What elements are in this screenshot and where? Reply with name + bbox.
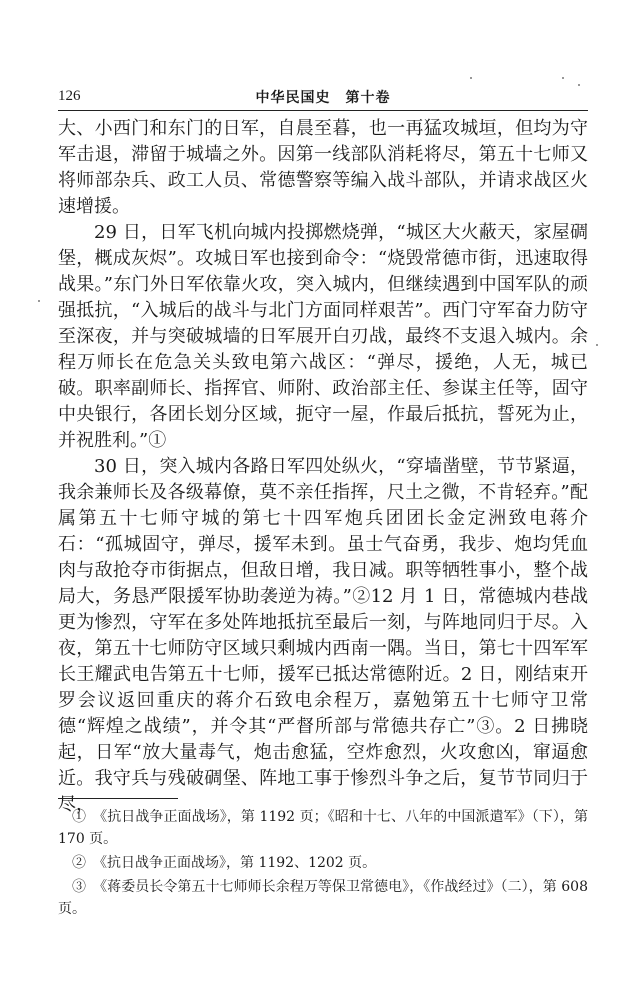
page-header <box>58 86 588 110</box>
running-head-title: 中华民国史 第十卷 <box>255 90 391 106</box>
scan-speck <box>596 344 598 346</box>
paragraph: 30 日，突入城内各路日军四处纵火，“穿墙凿壁，节节紧逼，我余兼师长及各级幕僚，莫不亲任指挥，尺土之微，不肯轻弃。”配属第五十七师守城的第七十四军炮兵团团长金定洲致电蒋介石：“孤城固守，弹尽，援军未到。虽士气奋勇，我步、炮均凭血肉与敌抢夺市街据点，但敌日增，我日减。职等牺牲事小，整个战局大，务恳严限援军协助袭逆为祷。”②12 月 1 日，常德城内巷战更为惨烈，守军在多处阵地抵抗至最后一刻，与阵地同归于尽。入夜，第五十七师防守区域只剩城内西南一隅。当日，第七十四军军长王耀武电告第五十七师，援军已抵达常德附近。2 日，刚结束开罗会议返回重庆的蒋介石致电余程万，嘉勉第五十七师守卫常德“辉煌之战绩”，并令其“严督所部与常德共存亡”③。2 日拂晓起，日军“放大量毒气，炮击愈猛，空炸愈烈，火攻愈凶，窜逼愈近。我守兵与残破碉堡、阵地工事于惨烈斗争之后，复节节同归于尽， <box>58 456 588 815</box>
paragraph: 29 日，日军飞机向城内投掷燃烧弹，“城区大火蔽天，家屋碉堡，概成灰烬”。攻城日军也接到命令：“烧毁常德市街，迅速取得战果。”东门外日军依靠火攻，突入城内，但继续遇到中国军队的顽强抵抗，“入城后的战斗与北门方面同样艰苦”。西门守军奋力防守至深夜，并与突破城墙的日军展开白刃战，最终不支退入城内。余程万师长在危急关头致电第六战区：“弹尽，援绝，人无，城已破。职率副师长、指挥官、师附、政治部主任、参谋主任等，固守中央银行，各团长划分区域，扼守一屋，作最后抵抗，誓死为止，并祝胜利。”① <box>58 222 588 451</box>
footnote: ① 《抗日战争正面战场》，第 1192 页；《昭和十七、八年的中国派遣军》（下），第 170 页。 <box>58 809 588 847</box>
scan-speck <box>470 77 472 79</box>
scan-speck <box>562 77 564 79</box>
scan-speck <box>578 84 580 86</box>
footnote: ③ 《蒋委员长令第五十七师师长余程万等保卫常德电》，《作战经过》（二），第 608 页。 <box>58 879 588 917</box>
footnote: ② 《抗日战争正面战场》，第 1192、1202 页。 <box>72 855 377 871</box>
page-number: 126 <box>58 88 81 104</box>
header-rule <box>58 110 588 111</box>
footnote-rule <box>58 798 178 799</box>
paragraph: 大、小西门和东门的日军，自晨至暮，也一再猛攻城垣，但均为守军击退，滞留于城墙之外。因第一线部队消耗将尽，第五十七师又将师部杂兵、政工人员、常德警察等编入战斗部队，并请求战区火速增援。 <box>58 118 588 217</box>
footnotes <box>58 806 588 922</box>
scan-speck <box>38 300 40 302</box>
body-text <box>58 116 588 818</box>
